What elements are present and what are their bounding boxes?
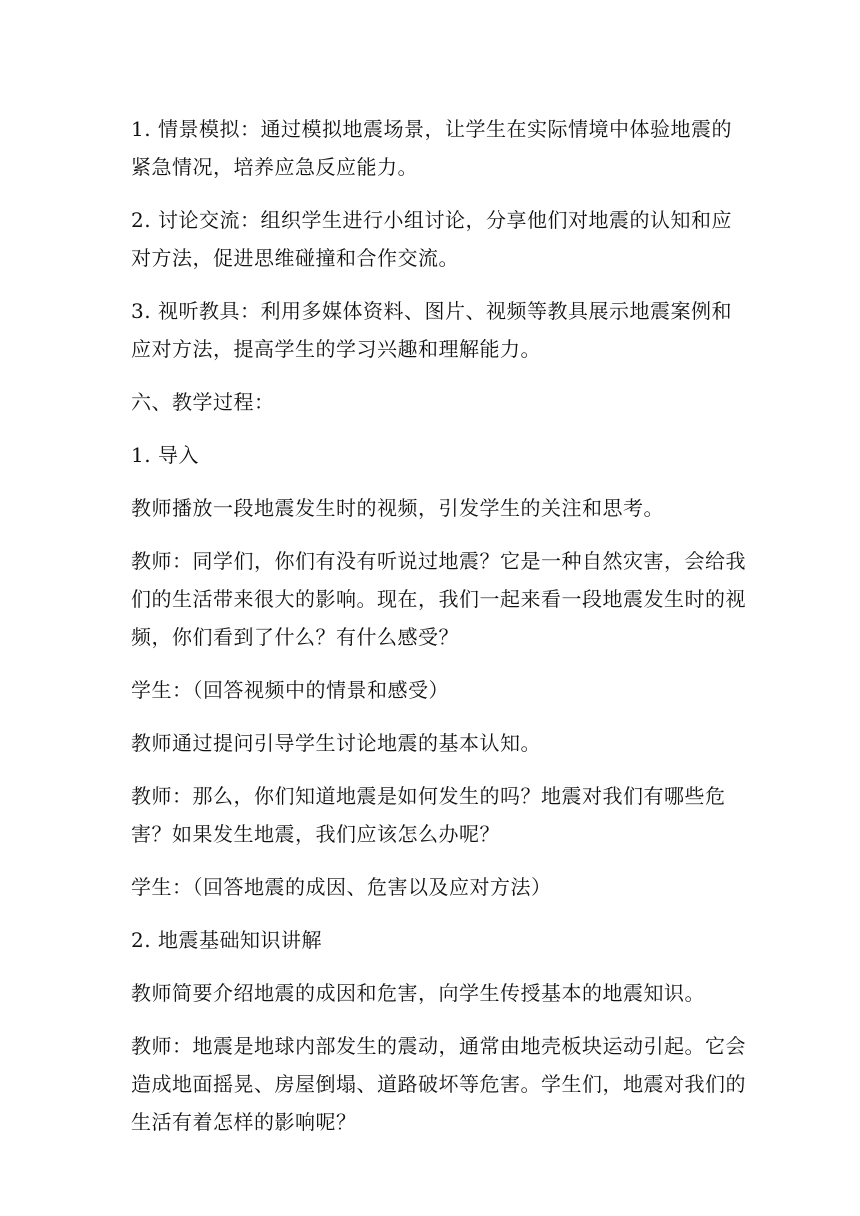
text-line: 害？如果发生地震，我们应该怎么办呢？ — [131, 822, 500, 846]
paragraph-dialogue — [131, 777, 731, 853]
text-line: 教师：地震是地球内部发生的震动，通常由地壳板块运动引起。它会 — [131, 1034, 746, 1058]
subsection-heading — [131, 921, 731, 959]
paragraph — [131, 489, 731, 527]
text-line: 紧急情况，培养应急反应能力。 — [131, 155, 418, 179]
paragraph-method-3 — [131, 292, 731, 368]
text-line: 学生：（回答视频中的情景和感受） — [131, 678, 449, 702]
paragraph-method-1 — [131, 110, 731, 186]
paragraph-dialogue — [131, 868, 731, 906]
text-line: 生活有着怎样的影响呢？ — [131, 1110, 357, 1134]
document-body — [131, 110, 746, 1156]
heading-text: 2. 地震基础知识讲解 — [131, 928, 322, 952]
text-line: 教师：那么，你们知道地震是如何发生的吗？地震对我们有哪些危 — [131, 784, 726, 808]
text-line: 3. 视听教具：利用多媒体资料、图片、视频等教具展示地震案例和 — [131, 299, 732, 323]
section-heading — [131, 383, 731, 421]
heading-text: 1. 导入 — [131, 443, 199, 467]
paragraph-dialogue — [131, 542, 746, 656]
heading-text: 六、教学过程： — [131, 390, 275, 414]
text-line: 们的生活带来很大的影响。现在，我们一起来看一段地震发生时的视 — [131, 587, 746, 611]
text-line: 教师：同学们，你们有没有听说过地震？它是一种自然灾害，会给我 — [131, 549, 746, 573]
text-line: 1. 情景模拟：通过模拟地震场景，让学生在实际情境中体验地震的 — [131, 117, 732, 141]
paragraph — [131, 724, 731, 762]
paragraph-dialogue — [131, 1027, 746, 1141]
paragraph — [131, 974, 731, 1012]
text-line: 教师播放一段地震发生时的视频，引发学生的关注和思考。 — [131, 496, 664, 520]
text-line: 对方法，促进思维碰撞和合作交流。 — [131, 246, 459, 270]
text-line: 2. 讨论交流：组织学生进行小组讨论，分享他们对地震的认知和应 — [131, 208, 732, 232]
paragraph-dialogue — [131, 671, 731, 709]
text-line: 教师通过提问引导学生讨论地震的基本认知。 — [131, 731, 541, 755]
subsection-heading — [131, 436, 731, 474]
paragraph-method-2 — [131, 201, 731, 277]
text-line: 教师简要介绍地震的成因和危害，向学生传授基本的地震知识。 — [131, 981, 705, 1005]
text-line: 学生：（回答地震的成因、危害以及应对方法） — [131, 875, 552, 899]
text-line: 造成地面摇晃、房屋倒塌、道路破坏等危害。学生们，地震对我们的 — [131, 1072, 746, 1096]
text-line: 频，你们看到了什么？有什么感受？ — [131, 625, 459, 649]
text-line: 应对方法，提高学生的学习兴趣和理解能力。 — [131, 337, 541, 361]
